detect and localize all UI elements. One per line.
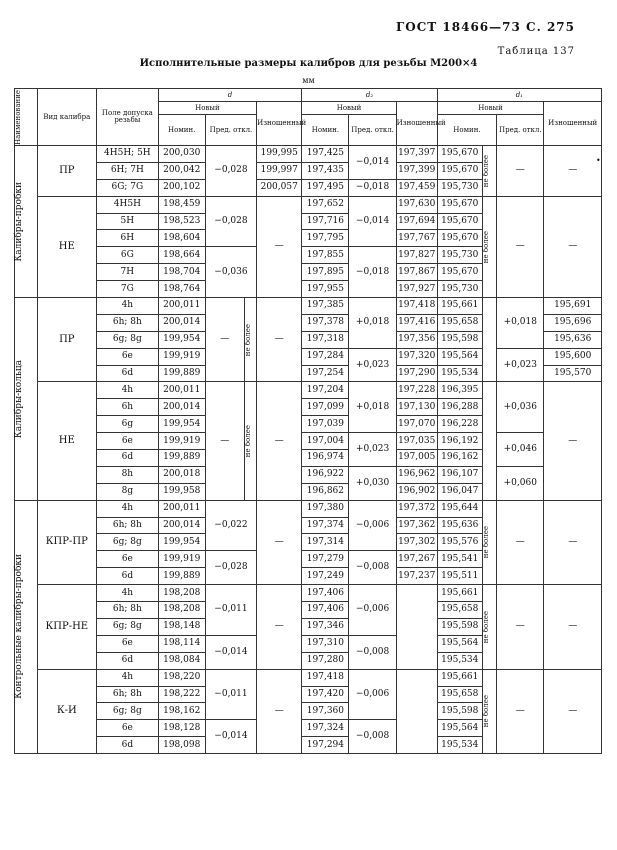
d1-deviation: +0,046 [497, 433, 544, 467]
d2-worn: 197,397 [396, 146, 437, 163]
col-name-header: Наименование [15, 89, 38, 146]
d2-nominal: 197,380 [302, 500, 349, 517]
d1-worn: 195,691 [544, 298, 602, 315]
d2-nominal: 197,099 [302, 399, 349, 416]
d1-nominal: 196,162 [437, 450, 482, 467]
tolerance-field: 6e [97, 635, 159, 652]
d-not-more: не более [244, 298, 256, 382]
d-nominal: 199,889 [158, 450, 205, 467]
d2-worn: 197,459 [396, 179, 437, 196]
d1-nominal: 195,564 [437, 720, 482, 737]
d2-worn: 197,267 [396, 551, 437, 568]
d-worn: — [257, 585, 302, 669]
d2-worn: 197,290 [396, 365, 437, 382]
d1-nominal: 195,564 [437, 635, 482, 652]
d2-worn: 197,767 [396, 230, 437, 247]
d2-nominal: 197,360 [302, 703, 349, 720]
table-row [15, 382, 602, 399]
d1-nominal: 195,730 [437, 281, 482, 298]
d-worn: 199,997 [257, 162, 302, 179]
d-nominal: 200,102 [158, 179, 205, 196]
d2-deviation: −0,008 [349, 551, 396, 585]
d-deviation: — [205, 382, 244, 500]
d1-worn: 195,696 [544, 314, 602, 331]
tolerance-field: 6d [97, 737, 159, 754]
d2-nominal: 197,795 [302, 230, 349, 247]
tolerance-field: 6H [97, 230, 159, 247]
d2-nominal: 197,895 [302, 264, 349, 281]
d-nominal: 200,011 [158, 500, 205, 517]
gauge-dimensions-table [14, 88, 602, 754]
gauge-type-label: НЕ [37, 196, 97, 297]
d1-worn: 195,636 [544, 331, 602, 348]
d2-nominal: 197,284 [302, 348, 349, 365]
d2-worn: 197,372 [396, 500, 437, 517]
d1-nominal: 196,047 [437, 483, 482, 500]
d-nominal: 200,011 [158, 382, 205, 399]
d2-worn: 197,630 [396, 196, 437, 213]
d1-nominal: 195,534 [437, 737, 482, 754]
d1-spacer [482, 382, 496, 500]
tolerance-field: 5H [97, 213, 159, 230]
tolerance-field: 7G [97, 281, 159, 298]
d1-deviation: +0,060 [497, 466, 544, 500]
d1-nominal: 195,730 [437, 247, 482, 264]
tolerance-field: 6e [97, 551, 159, 568]
d-worn: 199,995 [257, 146, 302, 163]
d-worn: 200,057 [257, 179, 302, 196]
tolerance-field: 8g [97, 483, 159, 500]
d-not-more: не более [244, 382, 256, 500]
d2-worn: 197,694 [396, 213, 437, 230]
d1-nominal: 195,576 [437, 534, 482, 551]
tolerance-field: 7H [97, 264, 159, 281]
tolerance-field: 6d [97, 365, 159, 382]
d2-deviation: −0,014 [349, 196, 396, 247]
d2-nominal: 197,249 [302, 568, 349, 585]
d1-not-more: не более [482, 585, 496, 669]
d2-deviation: −0,018 [349, 179, 396, 196]
d2-nominal: 197,406 [302, 602, 349, 619]
d2-worn-header: Изношенный [396, 102, 437, 146]
d2-nominal: 197,346 [302, 618, 349, 635]
d2-nominal: 197,716 [302, 213, 349, 230]
d-worn-header: Изношенный [257, 102, 302, 146]
d1-nominal: 195,644 [437, 500, 482, 517]
d2-nominal: 197,855 [302, 247, 349, 264]
tolerance-field: 6g [97, 416, 159, 433]
d1-nominal: 195,670 [437, 264, 482, 281]
d2-nominal: 197,385 [302, 298, 349, 315]
d-nominal: 199,954 [158, 416, 205, 433]
d1-nominal: 195,598 [437, 703, 482, 720]
d1-deviation: — [497, 146, 544, 197]
d1-nominal: 195,670 [437, 146, 482, 163]
d2-worn: 197,130 [396, 399, 437, 416]
table-body [15, 146, 602, 754]
table-row [15, 196, 602, 213]
d2-worn: 197,070 [396, 416, 437, 433]
d2-nominal: 197,418 [302, 669, 349, 686]
d-nominal: 200,011 [158, 298, 205, 315]
d1-deviation: — [497, 196, 544, 297]
d-nominal: 200,018 [158, 466, 205, 483]
tolerance-field: 6G [97, 247, 159, 264]
d-nominal: 198,220 [158, 669, 205, 686]
d-worn: — [257, 500, 302, 584]
d2-nominal: 197,652 [302, 196, 349, 213]
d1-nominal: 195,511 [437, 568, 482, 585]
tolerance-field: 6g; 8g [97, 331, 159, 348]
d2-nominal: 197,310 [302, 635, 349, 652]
d1-worn: 195,600 [544, 348, 602, 365]
d1-nominal: 195,534 [437, 365, 482, 382]
d1-nominal: 195,670 [437, 230, 482, 247]
tolerance-field: 6h; 8h [97, 314, 159, 331]
d1-nominal: 195,598 [437, 331, 482, 348]
table-title: Исполнительные размеры калибров для резьбы M200×4 [139, 58, 478, 69]
d2-nominal: 197,495 [302, 179, 349, 196]
d1-worn: — [544, 585, 602, 669]
d1-worn: — [544, 196, 602, 297]
d-deviation: −0,011 [205, 669, 256, 720]
standard-header: ГОСТ 18466—73 С. 275 [396, 20, 575, 34]
d1-nominal: 195,534 [437, 652, 482, 669]
d-nominal: 199,889 [158, 568, 205, 585]
d1-nominal: 195,564 [437, 348, 482, 365]
d-nom-header: Номин. [158, 115, 205, 146]
d2-worn: 197,320 [396, 348, 437, 365]
table-row [15, 348, 602, 365]
d-worn: — [257, 669, 302, 753]
tolerance-field: 6d [97, 568, 159, 585]
table-row [15, 585, 602, 602]
tolerance-field: 6h; 8h [97, 517, 159, 534]
d-worn: — [257, 382, 302, 500]
tolerance-field: 4H5H [97, 196, 159, 213]
d-nominal: 198,148 [158, 618, 205, 635]
d-new-header: Новый [158, 102, 256, 115]
d-nominal: 198,704 [158, 264, 205, 281]
group-label: Калибры-пробки [15, 146, 38, 298]
tolerance-field: 8h [97, 466, 159, 483]
d1-nominal: 195,658 [437, 314, 482, 331]
tolerance-field: 6h; 8h [97, 602, 159, 619]
d2-worn: 196,902 [396, 483, 437, 500]
d-nominal: 198,604 [158, 230, 205, 247]
d-nominal: 198,098 [158, 737, 205, 754]
gauge-type-label: НЕ [37, 382, 97, 500]
d2-nominal: 197,318 [302, 331, 349, 348]
tolerance-field: 6g; 8g [97, 534, 159, 551]
d-deviation: −0,014 [205, 720, 256, 754]
tolerance-field: 6e [97, 433, 159, 450]
tolerance-field: 6d [97, 652, 159, 669]
d2-worn: 197,418 [396, 298, 437, 315]
d1-nominal: 195,598 [437, 618, 482, 635]
table-row [15, 146, 602, 163]
d2-deviation: +0,018 [349, 382, 396, 433]
d2-deviation: +0,018 [349, 298, 396, 349]
d2-worn: 197,035 [396, 433, 437, 450]
d1-worn: — [544, 146, 602, 197]
tolerance-field: 6d [97, 450, 159, 467]
d2-nominal: 197,324 [302, 720, 349, 737]
table-row [15, 500, 602, 517]
tolerance-field: 4h [97, 585, 159, 602]
d-nominal: 200,042 [158, 162, 205, 179]
d-nominal: 198,523 [158, 213, 205, 230]
d1-worn: — [544, 382, 602, 500]
table-row [15, 466, 602, 483]
tolerance-field: 6h; 8h [97, 686, 159, 703]
d1-nominal: 195,670 [437, 213, 482, 230]
d-nominal: 198,128 [158, 720, 205, 737]
gauge-type-label: КПР-ПР [37, 500, 97, 584]
d2-nominal: 197,435 [302, 162, 349, 179]
d-nominal: 198,459 [158, 196, 205, 213]
d1-not-more: не более [482, 146, 496, 197]
d-nominal: 198,222 [158, 686, 205, 703]
d-nominal: 199,954 [158, 331, 205, 348]
d1-deviation: — [497, 500, 544, 584]
d1-pred-header: Пред. откл. [497, 115, 544, 146]
d2-nominal: 196,922 [302, 466, 349, 483]
tolerance-field: 4h [97, 669, 159, 686]
d2-worn: 197,416 [396, 314, 437, 331]
d-nominal: 200,014 [158, 517, 205, 534]
d2-worn [396, 585, 437, 669]
d1-worn: 195,570 [544, 365, 602, 382]
d1-worn: — [544, 669, 602, 753]
tolerance-field: 6g; 8g [97, 703, 159, 720]
d-nominal: 199,919 [158, 348, 205, 365]
unit-label: мм [302, 76, 315, 85]
d1-worn-header: Изношенный [544, 102, 602, 146]
d-nominal: 198,208 [158, 602, 205, 619]
gauge-type-label: К-И [37, 669, 97, 753]
d-worn: — [257, 298, 302, 382]
d1-worn: — [544, 500, 602, 584]
d-nominal: 198,208 [158, 585, 205, 602]
group-label: Калибры-кольца [15, 298, 38, 501]
d2-worn: 197,237 [396, 568, 437, 585]
d2-deviation: −0,006 [349, 669, 396, 720]
d-deviation: −0,011 [205, 585, 256, 636]
d2-nominal: 197,254 [302, 365, 349, 382]
d1-nominal: 195,661 [437, 669, 482, 686]
d2-pred-header: Пред. откл. [349, 115, 396, 146]
d2-deviation: −0,006 [349, 585, 396, 636]
d-deviation: −0,022 [205, 500, 256, 551]
tolerance-field: 6e [97, 348, 159, 365]
d1-deviation: +0,018 [497, 298, 544, 349]
col-d-header: d [158, 89, 302, 102]
col-field-header: Поле допуска резьбы [97, 89, 159, 146]
d2-deviation: −0,014 [349, 146, 396, 180]
tolerance-field: 6H; 7H [97, 162, 159, 179]
d-nominal: 199,919 [158, 433, 205, 450]
d2-worn: 197,827 [396, 247, 437, 264]
d2-nominal: 197,314 [302, 534, 349, 551]
d1-deviation: +0,036 [497, 382, 544, 433]
d-nominal: 200,014 [158, 314, 205, 331]
d-nominal: 198,162 [158, 703, 205, 720]
d-nominal: 198,084 [158, 652, 205, 669]
col-type-header: Вид калибра [37, 89, 97, 146]
d2-deviation: +0,030 [349, 466, 396, 500]
d1-nominal: 196,288 [437, 399, 482, 416]
d2-deviation: −0,018 [349, 247, 396, 298]
d-deviation: −0,036 [205, 247, 256, 298]
d-deviation: — [205, 298, 244, 382]
d1-deviation: — [497, 585, 544, 669]
d1-nominal: 195,658 [437, 602, 482, 619]
d2-nom-header: Номин. [302, 115, 349, 146]
margin-dot: • [596, 156, 601, 165]
d2-nominal: 197,279 [302, 551, 349, 568]
d-worn: — [257, 196, 302, 297]
d1-nominal: 195,658 [437, 686, 482, 703]
d2-nominal: 197,004 [302, 433, 349, 450]
d1-deviation: — [497, 669, 544, 753]
tolerance-field: 4h [97, 298, 159, 315]
d2-worn: 197,356 [396, 331, 437, 348]
tolerance-field: 6e [97, 720, 159, 737]
tolerance-field: 4H5H; 5H [97, 146, 159, 163]
tolerance-field: 4h [97, 382, 159, 399]
table-row [15, 669, 602, 686]
d2-deviation: −0,008 [349, 720, 396, 754]
gauge-type-label: ПР [37, 298, 97, 382]
d2-nominal: 196,974 [302, 450, 349, 467]
d-nominal: 199,958 [158, 483, 205, 500]
d1-nominal: 195,636 [437, 517, 482, 534]
d1-nominal: 195,730 [437, 179, 482, 196]
d2-worn: 197,927 [396, 281, 437, 298]
d2-new-header: Новый [302, 102, 396, 115]
d2-worn: 197,005 [396, 450, 437, 467]
d2-worn: 197,302 [396, 534, 437, 551]
d1-not-more: не более [482, 500, 496, 584]
d-nominal: 198,114 [158, 635, 205, 652]
tolerance-field: 6h [97, 399, 159, 416]
d-deviation: −0,014 [205, 635, 256, 669]
d-nominal: 200,014 [158, 399, 205, 416]
d1-nominal: 196,228 [437, 416, 482, 433]
table-row [15, 298, 602, 315]
d2-nominal: 197,420 [302, 686, 349, 703]
d-nominal: 200,030 [158, 146, 205, 163]
d-deviation: −0,028 [205, 551, 256, 585]
d2-nominal: 197,406 [302, 585, 349, 602]
tolerance-field: 6g; 8g [97, 618, 159, 635]
d2-deviation: +0,023 [349, 348, 396, 382]
tolerance-field: 6G; 7G [97, 179, 159, 196]
d2-worn: 197,228 [396, 382, 437, 399]
d2-deviation: −0,008 [349, 635, 396, 669]
d2-worn: 197,399 [396, 162, 437, 179]
d-nominal: 199,889 [158, 365, 205, 382]
d2-nominal: 197,425 [302, 146, 349, 163]
d1-nominal: 196,395 [437, 382, 482, 399]
d2-nominal: 197,378 [302, 314, 349, 331]
d-nominal: 199,919 [158, 551, 205, 568]
d-pred-header: Пред. откл. [205, 115, 256, 146]
col-d1-header: d₁ [437, 89, 601, 102]
d2-worn: 196,962 [396, 466, 437, 483]
tolerance-field: 4h [97, 500, 159, 517]
d-nominal: 199,954 [158, 534, 205, 551]
gauge-type-label: ПР [37, 146, 97, 197]
d1-not-more: не более [482, 196, 496, 297]
d1-nominal: 196,192 [437, 433, 482, 450]
d2-nominal: 197,039 [302, 416, 349, 433]
group-label: Контрольные калибры-пробки [15, 500, 38, 753]
d1-new-header: Новый [437, 102, 544, 115]
d1-nominal: 195,661 [437, 585, 482, 602]
d1-nominal: 196,107 [437, 466, 482, 483]
d2-deviation: +0,023 [349, 433, 396, 467]
d2-nominal: 197,294 [302, 737, 349, 754]
table-row [15, 433, 602, 450]
table-number: Таблица 137 [497, 46, 575, 57]
d-nominal: 198,664 [158, 247, 205, 264]
d2-nominal: 197,955 [302, 281, 349, 298]
d2-nominal: 197,280 [302, 652, 349, 669]
d2-nominal: 197,204 [302, 382, 349, 399]
d-nominal: 198,764 [158, 281, 205, 298]
d1-nominal: 195,541 [437, 551, 482, 568]
d2-worn [396, 669, 437, 753]
d1-nominal: 195,661 [437, 298, 482, 315]
d2-worn: 197,362 [396, 517, 437, 534]
d-deviation: −0,028 [205, 146, 256, 197]
d1-nom-header: Номин. [437, 115, 497, 146]
col-d2-header: d₂ [302, 89, 437, 102]
d2-nominal: 197,374 [302, 517, 349, 534]
d2-worn: 197,867 [396, 264, 437, 281]
d1-not-more: не более [482, 669, 496, 753]
gauge-type-label: КПР-НЕ [37, 585, 97, 669]
d1-nominal: 195,670 [437, 162, 482, 179]
d2-nominal: 196,862 [302, 483, 349, 500]
d1-deviation: +0,023 [497, 348, 544, 382]
d2-deviation: −0,006 [349, 500, 396, 551]
d-deviation: −0,028 [205, 196, 256, 247]
d1-nominal: 195,670 [437, 196, 482, 213]
d1-spacer [482, 298, 496, 382]
